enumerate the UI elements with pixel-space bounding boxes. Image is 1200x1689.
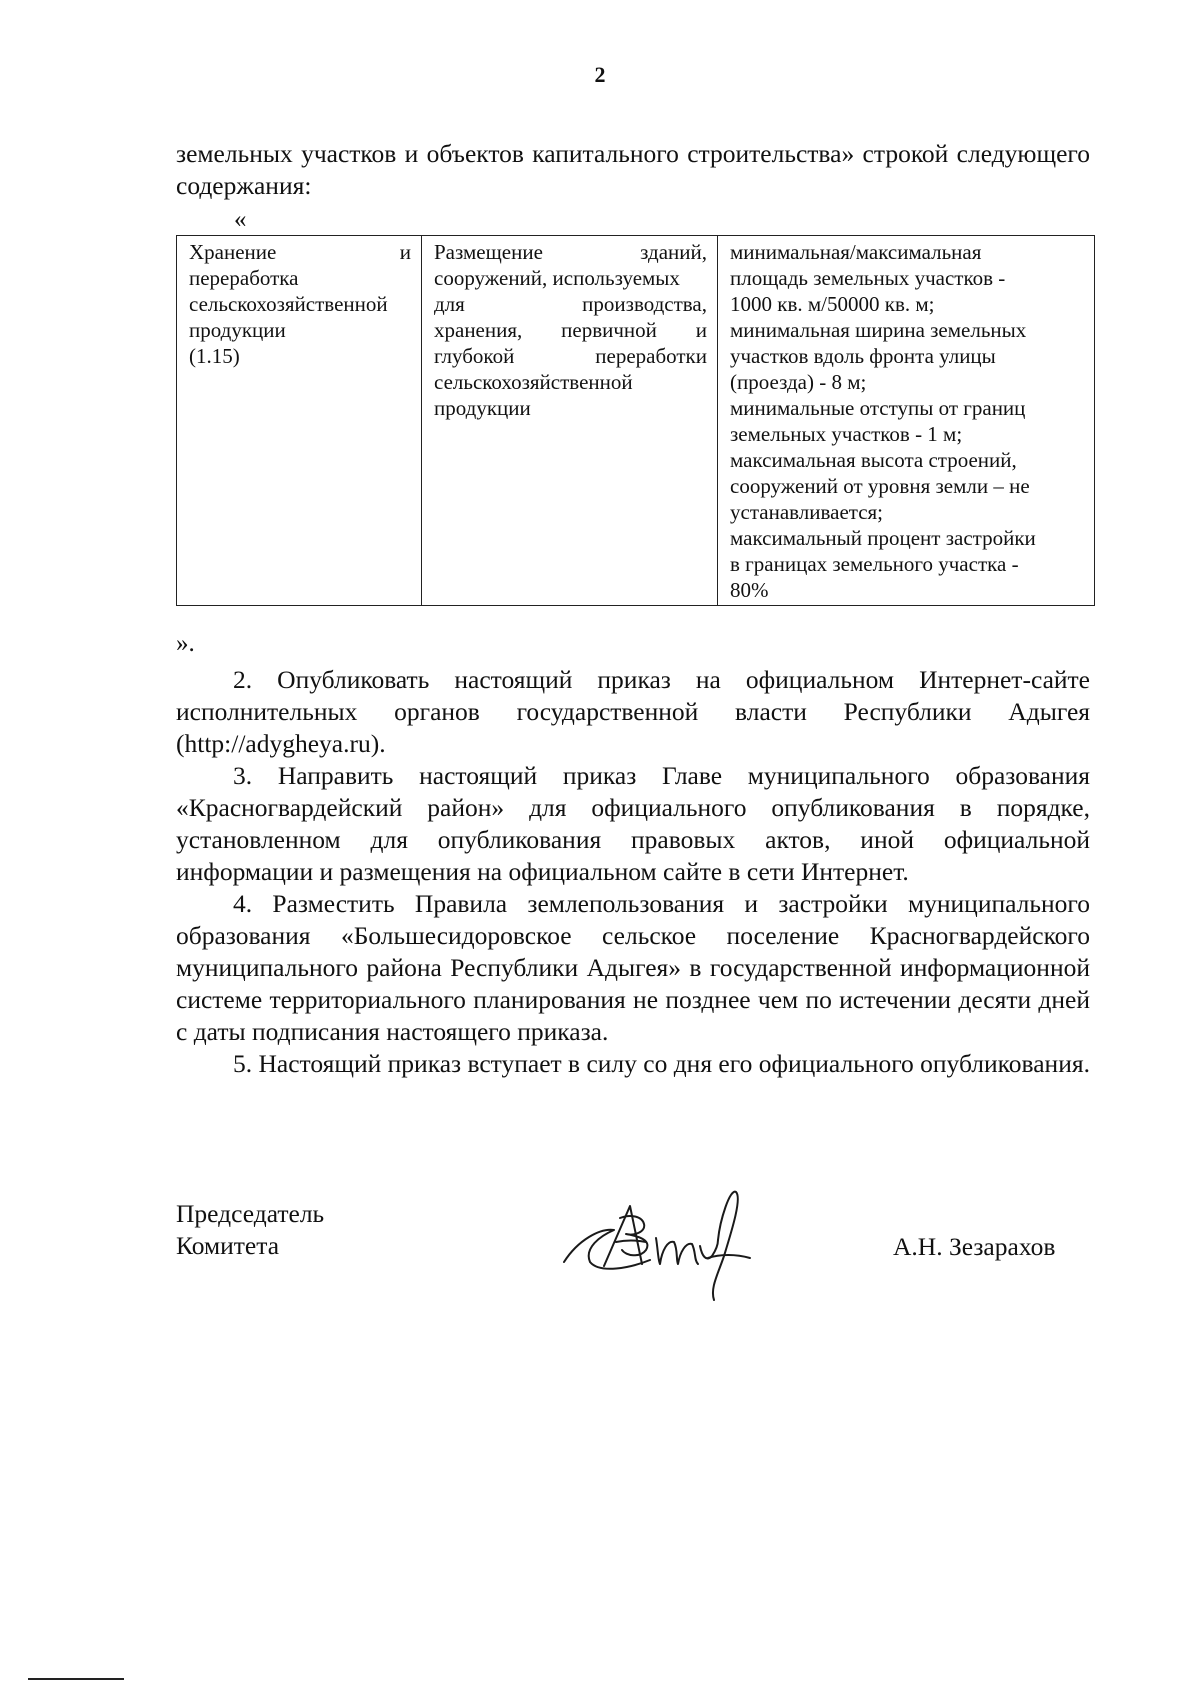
cell-line: переработка [189, 266, 299, 290]
cell-line: земельных участков - 1 м; [730, 422, 963, 446]
cell-line: устанавливается; [730, 500, 884, 524]
cell-line: 80% [730, 578, 769, 602]
cell-line: сооружений, используемых [434, 266, 680, 290]
cell-line: 1000 кв. м/50000 кв. м; [730, 292, 935, 316]
margin-line [28, 1678, 124, 1680]
signatory-name: А.Н. Зезарахов [893, 1232, 1056, 1261]
zoning-table [176, 235, 1095, 606]
cell-line: (1.15) [189, 344, 240, 368]
item-3-paragraph: 3. Направить настоящий приказ Главе муниципального образования «Красногвардейский район» для официального опубликования в порядке, установленном для опубликования правовых актов, иной официальной информации и размещения на официальном сайте в сети Интернет. [176, 761, 1090, 886]
signatory-title-line: Комитета [176, 1231, 280, 1260]
cell-line: глубокой переработки [434, 344, 707, 368]
signatory-title-line: Председатель [176, 1199, 325, 1228]
cell-line: продукции [189, 318, 286, 342]
cell-line: продукции [434, 396, 531, 420]
cell-line: минимальная ширина земельных [730, 318, 1027, 342]
cell-line: минимальная/максимальная [730, 240, 982, 264]
cell-line: участков вдоль фронта улицы [730, 344, 996, 368]
land-use-cell [177, 236, 422, 606]
cell-line: площадь земельных участков - [730, 266, 1006, 290]
cell-line: сооружений от уровня земли – не [730, 474, 1030, 498]
item-4-paragraph: 4. Разместить Правила землепользования и застройки муниципального образования «Большесидоровское сельское поселение Красногвардейского муниципального района Республики Адыгея» в государственной информационной системе территориального планирования не позднее чем по истечении десяти дней с даты подписания настоящего приказа. [176, 889, 1090, 1046]
parameters-cell [718, 236, 1095, 606]
cell-line: (проезда) - 8 м; [730, 370, 867, 394]
cell-line: Хранение и [189, 240, 411, 264]
cell-line: минимальные отступы от границ [730, 396, 1026, 420]
item-2-paragraph: 2. Опубликовать настоящий приказ на официальном Интернет-сайте исполнительных органов государственной власти Республики Адыгея (http://adygheya.ru). [176, 665, 1090, 758]
description-cell [422, 236, 718, 606]
cell-line: в границах земельного участка - [730, 552, 1019, 576]
cell-line: для производства, [434, 292, 707, 316]
cell-line: максимальный процент застройки [730, 526, 1036, 550]
intro-paragraph: земельных участков и объектов капитального строительства» строкой следующего содержания: [176, 139, 1090, 200]
cell-line: максимальная высота строений, [730, 448, 1017, 472]
cell-line: сельскохозяйственной [189, 292, 388, 316]
item-5-paragraph: 5. Настоящий приказ вступает в силу со дня его официального опубликования. [233, 1049, 1090, 1078]
cell-line: сельскохозяйственной [434, 370, 633, 394]
page-number: 2 [594, 62, 606, 87]
table-row [177, 236, 1095, 606]
cell-line: хранения, первичной и [434, 318, 707, 342]
signatory-title [176, 1198, 324, 1262]
cell-line: Размещение зданий, [434, 240, 707, 264]
closing-quote: ». [176, 630, 195, 657]
handwritten-signature [560, 1170, 760, 1310]
opening-quote: « [234, 206, 247, 233]
